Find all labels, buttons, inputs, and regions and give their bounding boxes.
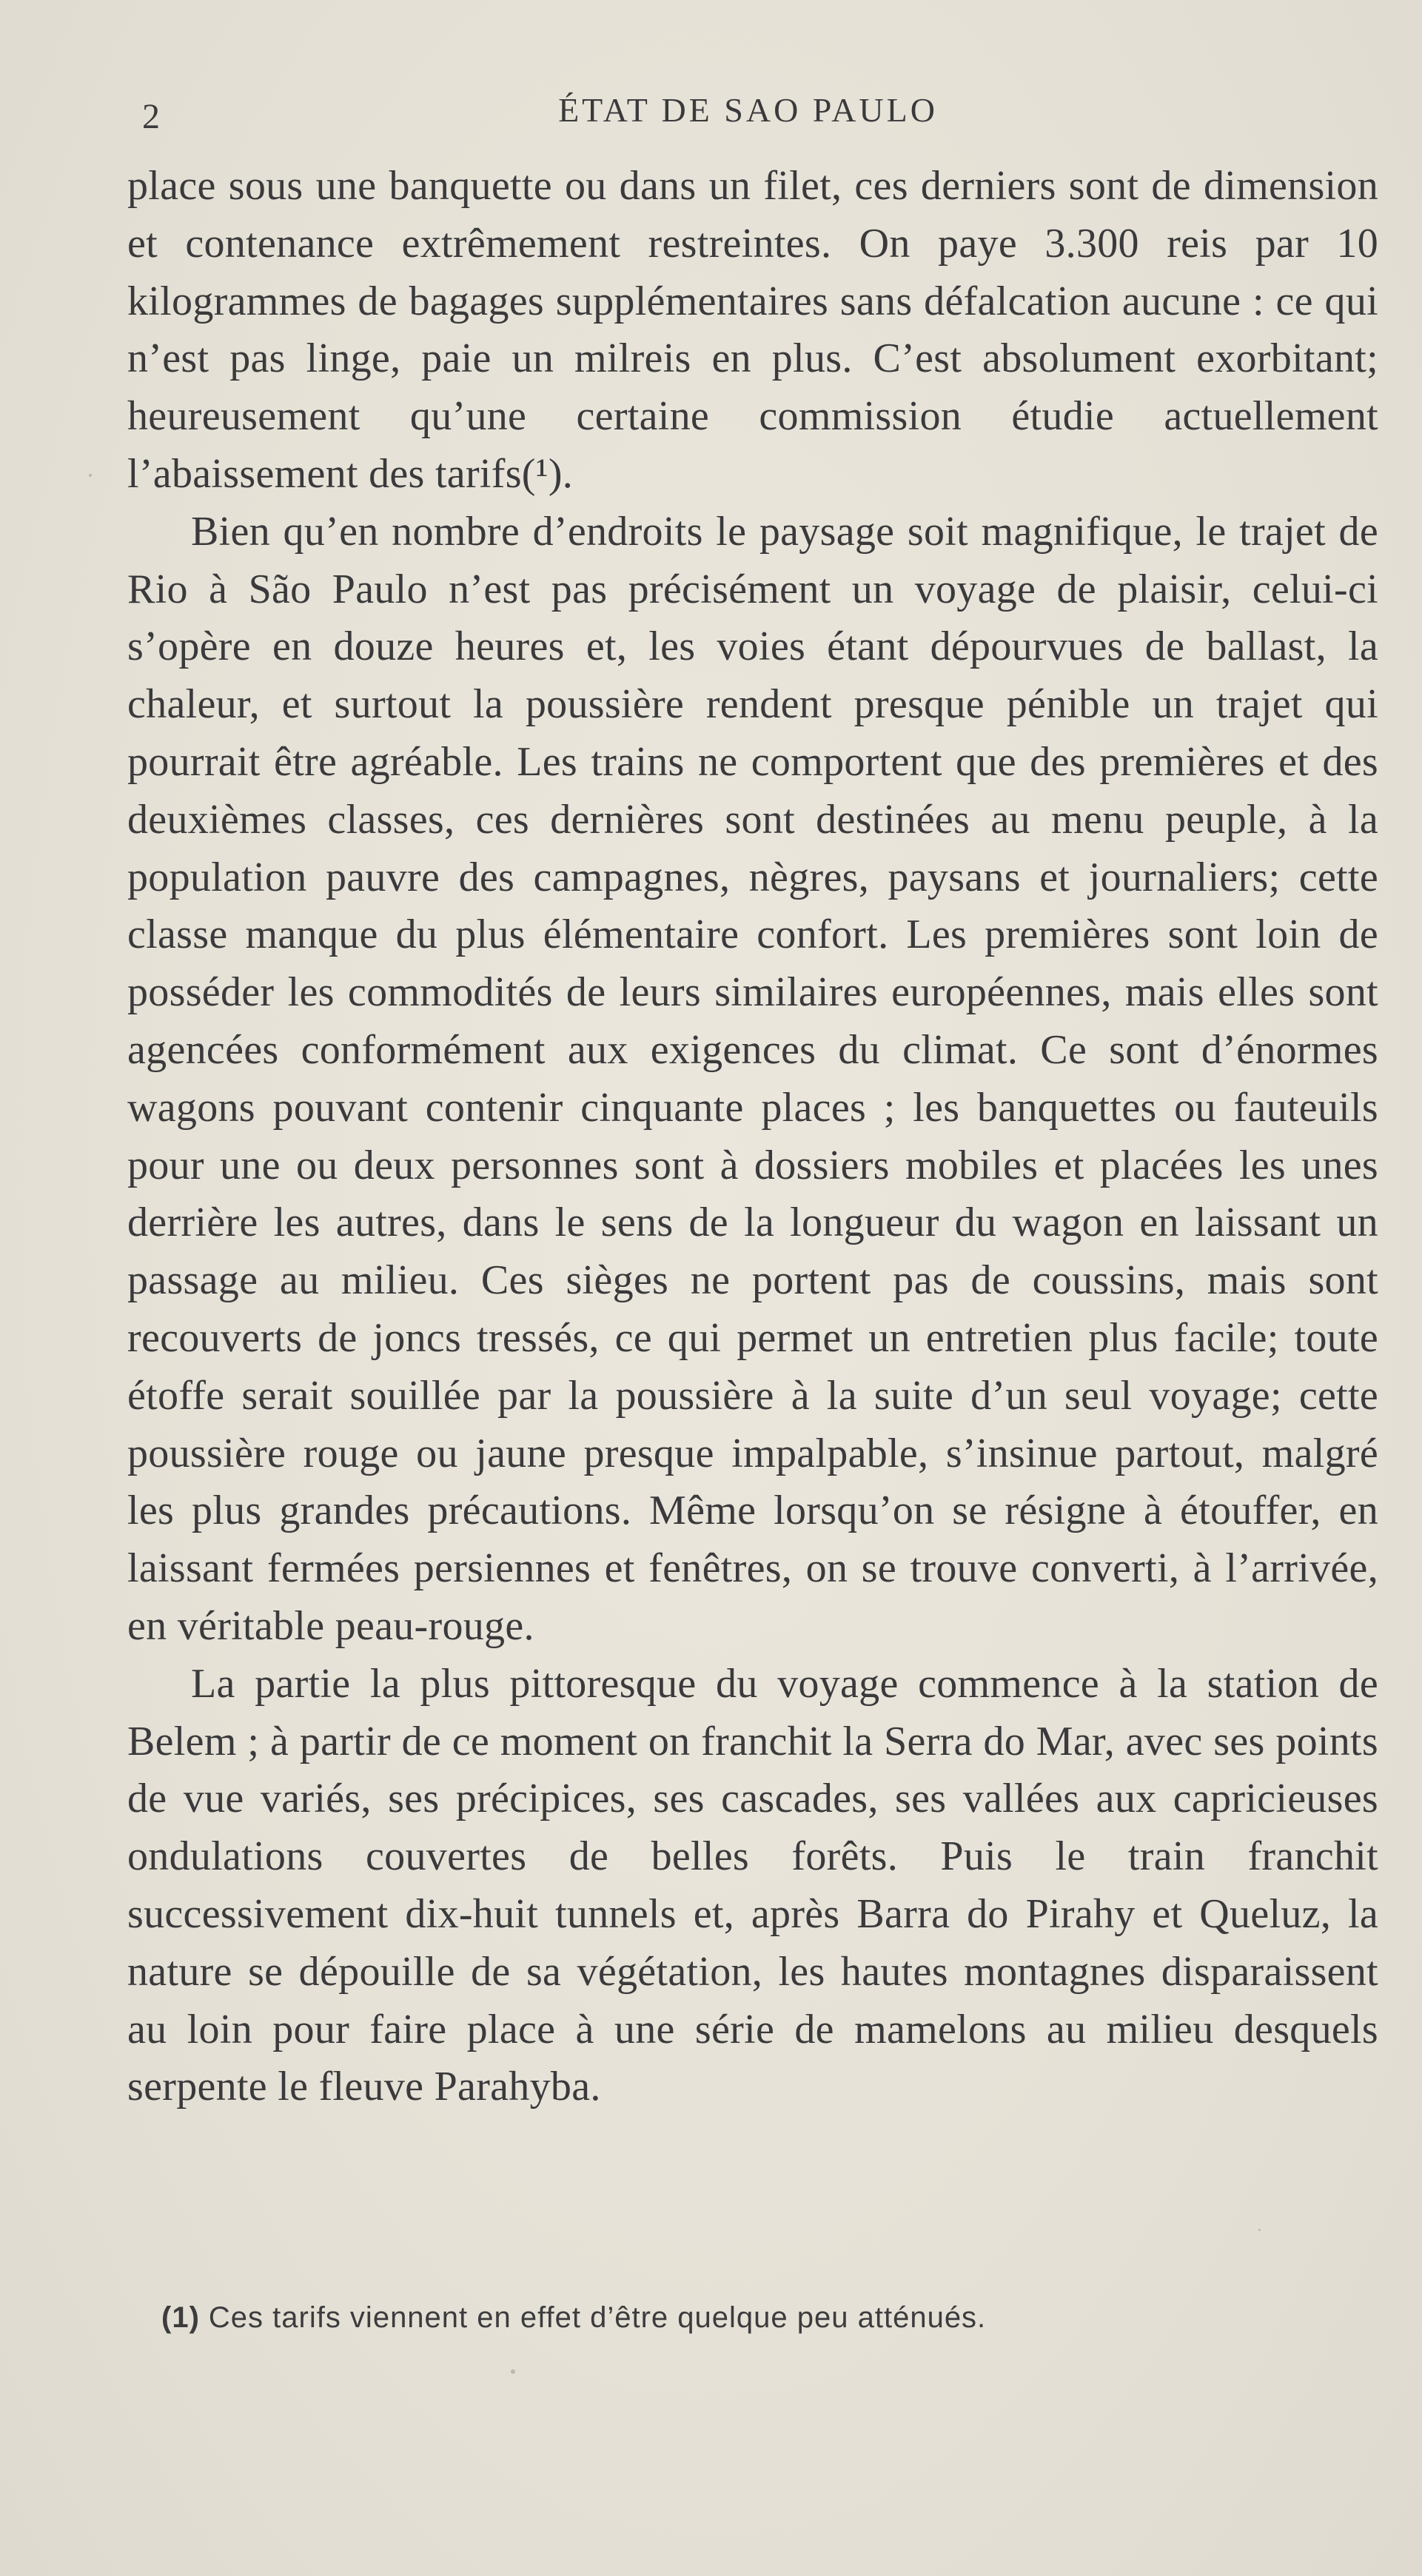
page-number: 2 bbox=[142, 97, 163, 136]
footnote-marker: (1) bbox=[161, 2301, 200, 2334]
paragraph-continued: place sous une banquette ou dans un filet, ces derniers sont de dimension et contenance extrêmement restreintes. On paye 3.300 reis par 10 kilogrammes de bagages supplémentaires sans défalcation aucune : ce qui n’est pas linge, paie un milreis en plus. C’est absolument exorbitant; heureusement qu’une certaine commission étudie actuellement l’abaissement des tarifs(¹). bbox=[127, 163, 1378, 497]
paper-speck bbox=[89, 474, 92, 477]
paragraph-serra-do-mar: La partie la plus pittoresque du voyage commence à la station de Belem ; à partir de ce moment on franchit la Serra do Mar, avec ses points de vue variés, ses précipices, ses cascades, ses vallées aux capricieuses ondulations couvertes de belles forêts. Puis le train franchit successivement dix-huit tunnels et, après Barra do Pirahy et Queluz, la nature se dépouille de sa végétation, les hautes montagnes disparaissent au loin pour faire place à une série de mamelons au milieu desquels serpente le fleuve Parahyba. bbox=[127, 1660, 1378, 2110]
footnote-text: Ces tarifs viennent en effet d’être quelque peu atténués. bbox=[208, 2301, 987, 2334]
page-header bbox=[124, 90, 1372, 135]
paper-speck bbox=[511, 2369, 515, 2374]
paper-speck bbox=[1258, 2229, 1261, 2231]
running-head: ÉTAT DE SAO PAULO bbox=[558, 91, 938, 129]
footnote bbox=[161, 2301, 1375, 2335]
body-text bbox=[127, 158, 1378, 2116]
paragraph-train-journey: Bien qu’en nombre d’endroits le paysage soit magnifique, le trajet de Rio à São Paulo n’est pas précisément un voyage de plaisir, celui-ci s’opère en douze heures et, les voies étant dépourvues de ballast, la chaleur, et surtout la poussière rendent presque pénible un trajet qui pourrait être agréable. Les trains ne comportent que des premières et des deuxièmes classes, ces dernières sont destinées au menu peuple, à la population pauvre des campagnes, nègres, paysans et journaliers; cette classe manque du plus élémentaire confort. Les premières sont loin de posséder les commodités de leurs similaires européennes, mais elles sont agencées conformément aux exigences du climat. Ce sont d’énormes wagons pouvant contenir cinquante places ; les banquettes ou fauteuils pour une ou deux personnes sont à dossiers mobiles et placées les unes derrière les autres, dans le sens de la longueur du wagon en laissant un passage au milieu. Ces sièges ne portent pas de coussins, mais sont recouverts de joncs tressés, ce qui permet un entretien plus facile; toute étoffe serait souillée par la poussière à la suite d’un seul voyage; cette poussière rouge ou jaune presque impalpable, s’insinue partout, malgré les plus grandes précautions. Même lorsqu’on se résigne à étouffer, en laissant fermées persiennes et fenêtres, on se trouve converti, à l’arrivée, en véritable peau-rouge. bbox=[127, 508, 1378, 1649]
